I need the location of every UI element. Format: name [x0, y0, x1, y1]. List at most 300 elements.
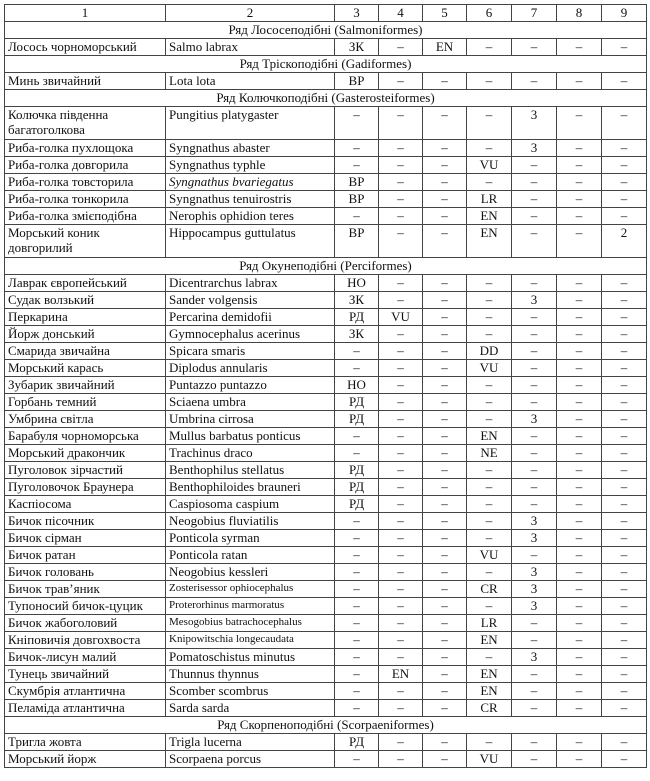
status-c3: ВР	[335, 225, 379, 258]
status-c6: VU	[467, 547, 512, 564]
latin-name: Trachinus draco	[166, 445, 335, 462]
latin-name: Dicentrarchus labrax	[166, 275, 335, 292]
status-c5: –	[423, 225, 467, 258]
status-c8: –	[557, 445, 602, 462]
status-c3: –	[335, 598, 379, 615]
status-c5: –	[423, 377, 467, 394]
ukrainian-name: Барабуля чорноморська	[5, 428, 166, 445]
status-c8: –	[557, 107, 602, 140]
status-c8: –	[557, 632, 602, 649]
col-header-1: 1	[5, 5, 166, 22]
status-c5: –	[423, 513, 467, 530]
species-row	[5, 547, 647, 564]
ukrainian-name: Смарида звичайна	[5, 343, 166, 360]
status-c3: –	[335, 564, 379, 581]
status-c6: –	[467, 292, 512, 309]
status-c3: НО	[335, 275, 379, 292]
status-c6: LR	[467, 615, 512, 632]
status-c4: –	[379, 157, 423, 174]
status-c4: –	[379, 377, 423, 394]
latin-name: Puntazzo puntazzo	[166, 377, 335, 394]
status-c5: –	[423, 428, 467, 445]
status-c6: –	[467, 275, 512, 292]
ukrainian-name: Зубарик звичайний	[5, 377, 166, 394]
status-c6: EN	[467, 683, 512, 700]
latin-name: Gymnocephalus acerinus	[166, 326, 335, 343]
status-c9: –	[602, 275, 647, 292]
status-c3: ВР	[335, 73, 379, 90]
status-c6: EN	[467, 428, 512, 445]
species-table	[4, 4, 647, 768]
latin-name: Benthophiloides brauneri	[166, 479, 335, 496]
status-c4: –	[379, 513, 423, 530]
latin-name: Thunnus thynnus	[166, 666, 335, 683]
status-c4: –	[379, 326, 423, 343]
status-c8: –	[557, 140, 602, 157]
status-c7: –	[512, 309, 557, 326]
status-c4: –	[379, 751, 423, 768]
species-row	[5, 564, 647, 581]
status-c6: –	[467, 513, 512, 530]
status-c5: –	[423, 666, 467, 683]
species-row	[5, 581, 647, 598]
status-c4: –	[379, 479, 423, 496]
status-c5: –	[423, 496, 467, 513]
ukrainian-name: Бичок-лисун малий	[5, 649, 166, 666]
status-c8: –	[557, 581, 602, 598]
species-row	[5, 428, 647, 445]
ukrainian-name: Риба-голка змієподібна	[5, 208, 166, 225]
ukrainian-name: Бичок трав’яник	[5, 581, 166, 598]
ukrainian-name: Бичок головань	[5, 564, 166, 581]
status-c9: –	[602, 445, 647, 462]
status-c4: –	[379, 174, 423, 191]
species-row	[5, 39, 647, 56]
status-c4: EN	[379, 666, 423, 683]
status-c8: –	[557, 225, 602, 258]
status-c7: 3	[512, 107, 557, 140]
col-header-6: 6	[467, 5, 512, 22]
status-c4: –	[379, 598, 423, 615]
group-title: Ряд Окунеподібні (Perciformes)	[5, 258, 647, 275]
ukrainian-name: Лаврак європейський	[5, 275, 166, 292]
ukrainian-name: Горбань темний	[5, 394, 166, 411]
latin-name: Nerophis ophidion teres	[166, 208, 335, 225]
status-c9: –	[602, 581, 647, 598]
status-c4: –	[379, 581, 423, 598]
status-c4: –	[379, 140, 423, 157]
status-c3: ЗК	[335, 326, 379, 343]
status-c4: –	[379, 683, 423, 700]
status-c7: –	[512, 700, 557, 717]
latin-name: Syngnathus tenuirostris	[166, 191, 335, 208]
status-c8: –	[557, 326, 602, 343]
status-c6: –	[467, 479, 512, 496]
col-header-3: 3	[335, 5, 379, 22]
ukrainian-name: Риба-голка пухлощока	[5, 140, 166, 157]
status-c8: –	[557, 377, 602, 394]
status-c9: –	[602, 734, 647, 751]
status-c9: –	[602, 547, 647, 564]
species-row	[5, 225, 647, 258]
ukrainian-name: Морський карась	[5, 360, 166, 377]
ukrainian-name: Бичок сірман	[5, 530, 166, 547]
status-c3: –	[335, 666, 379, 683]
status-c9: –	[602, 292, 647, 309]
status-c7: –	[512, 275, 557, 292]
status-c3: –	[335, 513, 379, 530]
status-c7: 3	[512, 581, 557, 598]
status-c5: –	[423, 360, 467, 377]
status-c6: CR	[467, 700, 512, 717]
status-c7: –	[512, 496, 557, 513]
status-c9: –	[602, 157, 647, 174]
status-c5: –	[423, 564, 467, 581]
species-row	[5, 107, 647, 140]
status-c5: –	[423, 343, 467, 360]
status-c6: EN	[467, 208, 512, 225]
status-c4: –	[379, 394, 423, 411]
ukrainian-name: Риба-голка довгорила	[5, 157, 166, 174]
ukrainian-name: Каспіосома	[5, 496, 166, 513]
status-c5: –	[423, 734, 467, 751]
status-c7: –	[512, 445, 557, 462]
status-c7: 3	[512, 513, 557, 530]
species-row	[5, 377, 647, 394]
status-c5: EN	[423, 39, 467, 56]
latin-name: Caspiosoma caspium	[166, 496, 335, 513]
status-c4: –	[379, 649, 423, 666]
status-c3: РД	[335, 394, 379, 411]
status-c7: 3	[512, 292, 557, 309]
species-row	[5, 411, 647, 428]
status-c9: –	[602, 462, 647, 479]
species-row	[5, 343, 647, 360]
group-header-row	[5, 717, 647, 734]
ukrainian-name: Йорж донський	[5, 326, 166, 343]
status-c3: –	[335, 343, 379, 360]
ukrainian-name: Риба-голка тонкорила	[5, 191, 166, 208]
status-c8: –	[557, 666, 602, 683]
status-c8: –	[557, 700, 602, 717]
species-row	[5, 649, 647, 666]
latin-name: Sander volgensis	[166, 292, 335, 309]
species-row	[5, 140, 647, 157]
species-row	[5, 309, 647, 326]
status-c6: –	[467, 649, 512, 666]
ukrainian-name: Колючка південна багатоголкова	[5, 107, 166, 140]
status-c9: –	[602, 615, 647, 632]
status-c8: –	[557, 615, 602, 632]
status-c5: –	[423, 107, 467, 140]
status-c9: –	[602, 513, 647, 530]
status-c4: –	[379, 564, 423, 581]
status-c6: –	[467, 411, 512, 428]
col-header-9: 9	[602, 5, 647, 22]
status-c5: –	[423, 462, 467, 479]
species-row	[5, 360, 647, 377]
status-c7: –	[512, 225, 557, 258]
status-c3: –	[335, 140, 379, 157]
status-c7: –	[512, 39, 557, 56]
status-c7: –	[512, 428, 557, 445]
species-row	[5, 700, 647, 717]
ukrainian-name: Морський йорж	[5, 751, 166, 768]
status-c9: –	[602, 496, 647, 513]
status-c4: –	[379, 208, 423, 225]
status-c9: –	[602, 39, 647, 56]
latin-name: Hippocampus guttulatus	[166, 225, 335, 258]
status-c8: –	[557, 174, 602, 191]
ukrainian-name: Умбрина світла	[5, 411, 166, 428]
col-header-7: 7	[512, 5, 557, 22]
status-c4: –	[379, 107, 423, 140]
status-c9: –	[602, 326, 647, 343]
status-c8: –	[557, 428, 602, 445]
status-c4: –	[379, 615, 423, 632]
ukrainian-name: Перкарина	[5, 309, 166, 326]
status-c7: –	[512, 208, 557, 225]
status-c8: –	[557, 598, 602, 615]
status-c6: –	[467, 107, 512, 140]
status-c4: –	[379, 73, 423, 90]
status-c7: –	[512, 191, 557, 208]
status-c5: –	[423, 649, 467, 666]
status-c6: –	[467, 734, 512, 751]
status-c3: НО	[335, 377, 379, 394]
status-c7: –	[512, 734, 557, 751]
group-header-row	[5, 22, 647, 39]
status-c7: 3	[512, 140, 557, 157]
col-header-8: 8	[557, 5, 602, 22]
ukrainian-name: Бичок ратан	[5, 547, 166, 564]
status-c8: –	[557, 191, 602, 208]
status-c4: –	[379, 39, 423, 56]
status-c5: –	[423, 700, 467, 717]
status-c4: –	[379, 496, 423, 513]
status-c5: –	[423, 598, 467, 615]
status-c6: –	[467, 377, 512, 394]
status-c3: РД	[335, 462, 379, 479]
species-row	[5, 394, 647, 411]
col-header-4: 4	[379, 5, 423, 22]
status-c6: –	[467, 530, 512, 547]
status-c7: –	[512, 174, 557, 191]
col-header-5: 5	[423, 5, 467, 22]
latin-name: Scorpaena porcus	[166, 751, 335, 768]
status-c3: –	[335, 581, 379, 598]
status-c8: –	[557, 73, 602, 90]
latin-name: Lota lota	[166, 73, 335, 90]
ukrainian-name: Морський коник довгорилий	[5, 225, 166, 258]
status-c3: РД	[335, 734, 379, 751]
species-row	[5, 530, 647, 547]
status-c7: –	[512, 377, 557, 394]
status-c7: –	[512, 343, 557, 360]
status-c5: –	[423, 479, 467, 496]
latin-name: Scomber scombrus	[166, 683, 335, 700]
species-row	[5, 275, 647, 292]
status-c5: –	[423, 751, 467, 768]
status-c6: –	[467, 564, 512, 581]
latin-name: Neogobius fluviatilis	[166, 513, 335, 530]
status-c8: –	[557, 530, 602, 547]
status-c9: –	[602, 598, 647, 615]
status-c3: –	[335, 700, 379, 717]
status-c5: –	[423, 174, 467, 191]
latin-name: Syngnathus abaster	[166, 140, 335, 157]
status-c6: DD	[467, 343, 512, 360]
status-c3: –	[335, 445, 379, 462]
status-c8: –	[557, 564, 602, 581]
status-c7: 3	[512, 411, 557, 428]
status-c5: –	[423, 275, 467, 292]
species-row	[5, 632, 647, 649]
latin-name: Sciaena umbra	[166, 394, 335, 411]
table-body	[5, 5, 647, 768]
species-row	[5, 73, 647, 90]
status-c4: VU	[379, 309, 423, 326]
latin-name: Zosterisessor ophiocephalus	[166, 581, 335, 598]
status-c6: –	[467, 326, 512, 343]
status-c8: –	[557, 734, 602, 751]
status-c5: –	[423, 191, 467, 208]
status-c9: –	[602, 632, 647, 649]
status-c5: –	[423, 411, 467, 428]
status-c9: –	[602, 649, 647, 666]
status-c8: –	[557, 275, 602, 292]
status-c6: –	[467, 73, 512, 90]
status-c8: –	[557, 462, 602, 479]
ukrainian-name: Тупоносий бичок-цуцик	[5, 598, 166, 615]
latin-name: Ponticola syrman	[166, 530, 335, 547]
latin-name: Syngnathus typhle	[166, 157, 335, 174]
status-c5: –	[423, 326, 467, 343]
status-c3: РД	[335, 479, 379, 496]
status-c7: –	[512, 394, 557, 411]
status-c3: –	[335, 360, 379, 377]
group-header-row	[5, 90, 647, 107]
status-c9: –	[602, 428, 647, 445]
status-c8: –	[557, 360, 602, 377]
ukrainian-name: Пуголовочок Браунера	[5, 479, 166, 496]
status-c7: –	[512, 462, 557, 479]
status-c6: VU	[467, 360, 512, 377]
status-c7: 3	[512, 598, 557, 615]
status-c8: –	[557, 411, 602, 428]
status-c7: 3	[512, 649, 557, 666]
status-c5: –	[423, 632, 467, 649]
status-c6: –	[467, 39, 512, 56]
ukrainian-name: Бичок жабоголовий	[5, 615, 166, 632]
latin-name: Neogobius kessleri	[166, 564, 335, 581]
status-c7: –	[512, 751, 557, 768]
status-c7: –	[512, 479, 557, 496]
status-c3: –	[335, 649, 379, 666]
ukrainian-name: Тригла жовта	[5, 734, 166, 751]
status-c3: –	[335, 683, 379, 700]
status-c8: –	[557, 208, 602, 225]
species-row	[5, 479, 647, 496]
latin-name: Spicara smaris	[166, 343, 335, 360]
ukrainian-name: Пуголовок зірчастий	[5, 462, 166, 479]
group-header-row	[5, 258, 647, 275]
status-c6: EN	[467, 632, 512, 649]
status-c4: –	[379, 445, 423, 462]
status-c3: –	[335, 157, 379, 174]
status-c4: –	[379, 292, 423, 309]
species-row	[5, 666, 647, 683]
status-c7: 3	[512, 564, 557, 581]
status-c8: –	[557, 513, 602, 530]
status-c7: –	[512, 326, 557, 343]
status-c7: –	[512, 615, 557, 632]
status-c5: –	[423, 445, 467, 462]
status-c9: –	[602, 191, 647, 208]
status-c8: –	[557, 479, 602, 496]
status-c8: –	[557, 496, 602, 513]
status-c8: –	[557, 751, 602, 768]
ukrainian-name: Минь звичайний	[5, 73, 166, 90]
status-c5: –	[423, 581, 467, 598]
status-c3: РД	[335, 411, 379, 428]
col-header-2: 2	[166, 5, 335, 22]
status-c9: –	[602, 411, 647, 428]
latin-name: Trigla lucerna	[166, 734, 335, 751]
status-c3: –	[335, 751, 379, 768]
status-c3: РД	[335, 309, 379, 326]
status-c5: –	[423, 140, 467, 157]
status-c8: –	[557, 157, 602, 174]
status-c5: –	[423, 683, 467, 700]
status-c8: –	[557, 309, 602, 326]
latin-name: Umbrina cirrosa	[166, 411, 335, 428]
status-c5: –	[423, 208, 467, 225]
status-c4: –	[379, 547, 423, 564]
species-row	[5, 751, 647, 768]
status-c5: –	[423, 292, 467, 309]
status-c7: –	[512, 632, 557, 649]
latin-name: Pomatoschistus minutus	[166, 649, 335, 666]
status-c7: –	[512, 683, 557, 700]
status-c5: –	[423, 547, 467, 564]
ukrainian-name: Судак волзький	[5, 292, 166, 309]
status-c7: –	[512, 360, 557, 377]
status-c6: –	[467, 309, 512, 326]
status-c4: –	[379, 428, 423, 445]
status-c4: –	[379, 343, 423, 360]
species-row	[5, 445, 647, 462]
status-c3: ВР	[335, 191, 379, 208]
status-c3: –	[335, 428, 379, 445]
latin-name: Diplodus annularis	[166, 360, 335, 377]
status-c3: ЗК	[335, 39, 379, 56]
status-c8: –	[557, 292, 602, 309]
status-c4: –	[379, 225, 423, 258]
status-c6: –	[467, 174, 512, 191]
species-row	[5, 191, 647, 208]
status-c7: –	[512, 157, 557, 174]
species-row	[5, 208, 647, 225]
status-c3: ЗК	[335, 292, 379, 309]
status-c8: –	[557, 547, 602, 564]
status-c7: 3	[512, 530, 557, 547]
latin-name: Mesogobius batrachocephalus	[166, 615, 335, 632]
status-c7: –	[512, 73, 557, 90]
status-c9: –	[602, 174, 647, 191]
species-row	[5, 157, 647, 174]
status-c9: –	[602, 377, 647, 394]
